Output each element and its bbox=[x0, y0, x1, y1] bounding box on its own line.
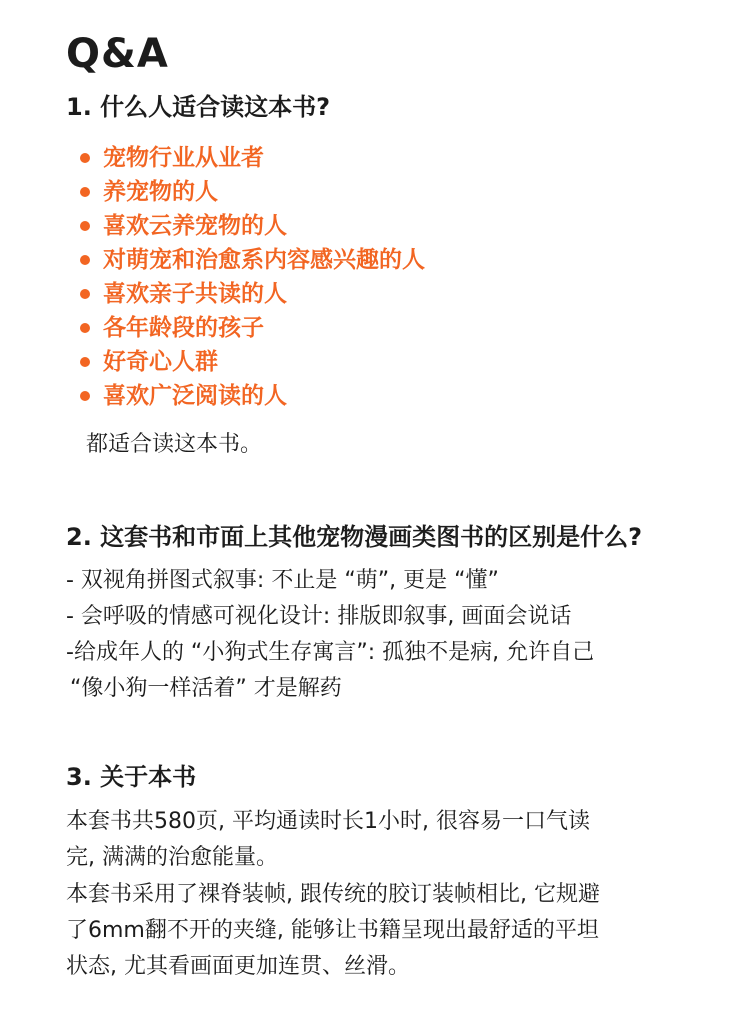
list-item-label: 喜欢亲子共读的人 bbox=[103, 281, 287, 307]
list-item: - 双视角拼图式叙事: 不止是 “萌”, 更是 “懂” bbox=[66, 568, 499, 593]
bullet-dot-icon bbox=[80, 323, 90, 333]
paragraph-line: 了6mm翻不开的夹缝, 能够让书籍呈现出最舒适的平坦 bbox=[66, 918, 599, 943]
list-item-label: 好奇心人群 bbox=[103, 349, 218, 375]
bullet-dot-icon bbox=[80, 187, 90, 197]
paragraph-line: 完, 满满的治愈能量。 bbox=[66, 845, 278, 870]
bullet-dot-icon bbox=[80, 153, 90, 163]
paragraph-line: 状态, 尤其看画面更加连贯、丝滑。 bbox=[66, 954, 410, 979]
list-item bbox=[80, 209, 425, 243]
bullet-dot-icon bbox=[80, 357, 90, 367]
page-title: Q&A bbox=[66, 31, 169, 77]
list-item-label: 对萌宠和治愈系内容感兴趣的人 bbox=[103, 247, 425, 273]
bullet-dot-icon bbox=[80, 221, 90, 231]
question-2-heading: 2. 这套书和市面上其他宠物漫画类图书的区别是什么? bbox=[66, 523, 643, 551]
paragraph-line: 本套书采用了裸脊装帧, 跟传统的胶订装帧相比, 它规避 bbox=[66, 882, 600, 907]
list-item-label: 各年龄段的孩子 bbox=[103, 315, 264, 341]
paragraph-line: 本套书共580页, 平均通读时长1小时, 很容易一口气读 bbox=[66, 809, 590, 834]
differences-list bbox=[66, 563, 726, 707]
list-item-label: 养宠物的人 bbox=[103, 179, 218, 205]
list-item-continuation: “像小狗一样活着” 才是解药 bbox=[70, 676, 342, 701]
bullet-dot-icon bbox=[80, 255, 90, 265]
list-item: -给成年人的 “小狗式生存寓言”: 孤独不是病, 允许自己 bbox=[66, 640, 595, 665]
question-3-heading: 3. 关于本书 bbox=[66, 763, 197, 791]
list-item bbox=[80, 141, 425, 175]
list-item bbox=[80, 311, 425, 345]
list-item: - 会呼吸的情感可视化设计: 排版即叙事, 画面会说话 bbox=[66, 604, 572, 629]
list-item bbox=[80, 379, 425, 413]
about-paragraph-2 bbox=[66, 877, 706, 985]
list-item-label: 喜欢广泛阅读的人 bbox=[103, 383, 287, 409]
audience-list bbox=[80, 141, 425, 413]
question-1-heading: 1. 什么人适合读这本书? bbox=[66, 93, 331, 121]
bullet-dot-icon bbox=[80, 289, 90, 299]
list-item bbox=[80, 345, 425, 379]
about-paragraph-1 bbox=[66, 804, 706, 876]
list-item bbox=[80, 175, 425, 209]
question-1-conclusion: 都适合读这本书。 bbox=[86, 432, 263, 457]
bullet-dot-icon bbox=[80, 391, 90, 401]
list-item bbox=[80, 277, 425, 311]
list-item bbox=[80, 243, 425, 277]
list-item-label: 宠物行业从业者 bbox=[103, 145, 264, 171]
list-item-label: 喜欢云养宠物的人 bbox=[103, 213, 287, 239]
